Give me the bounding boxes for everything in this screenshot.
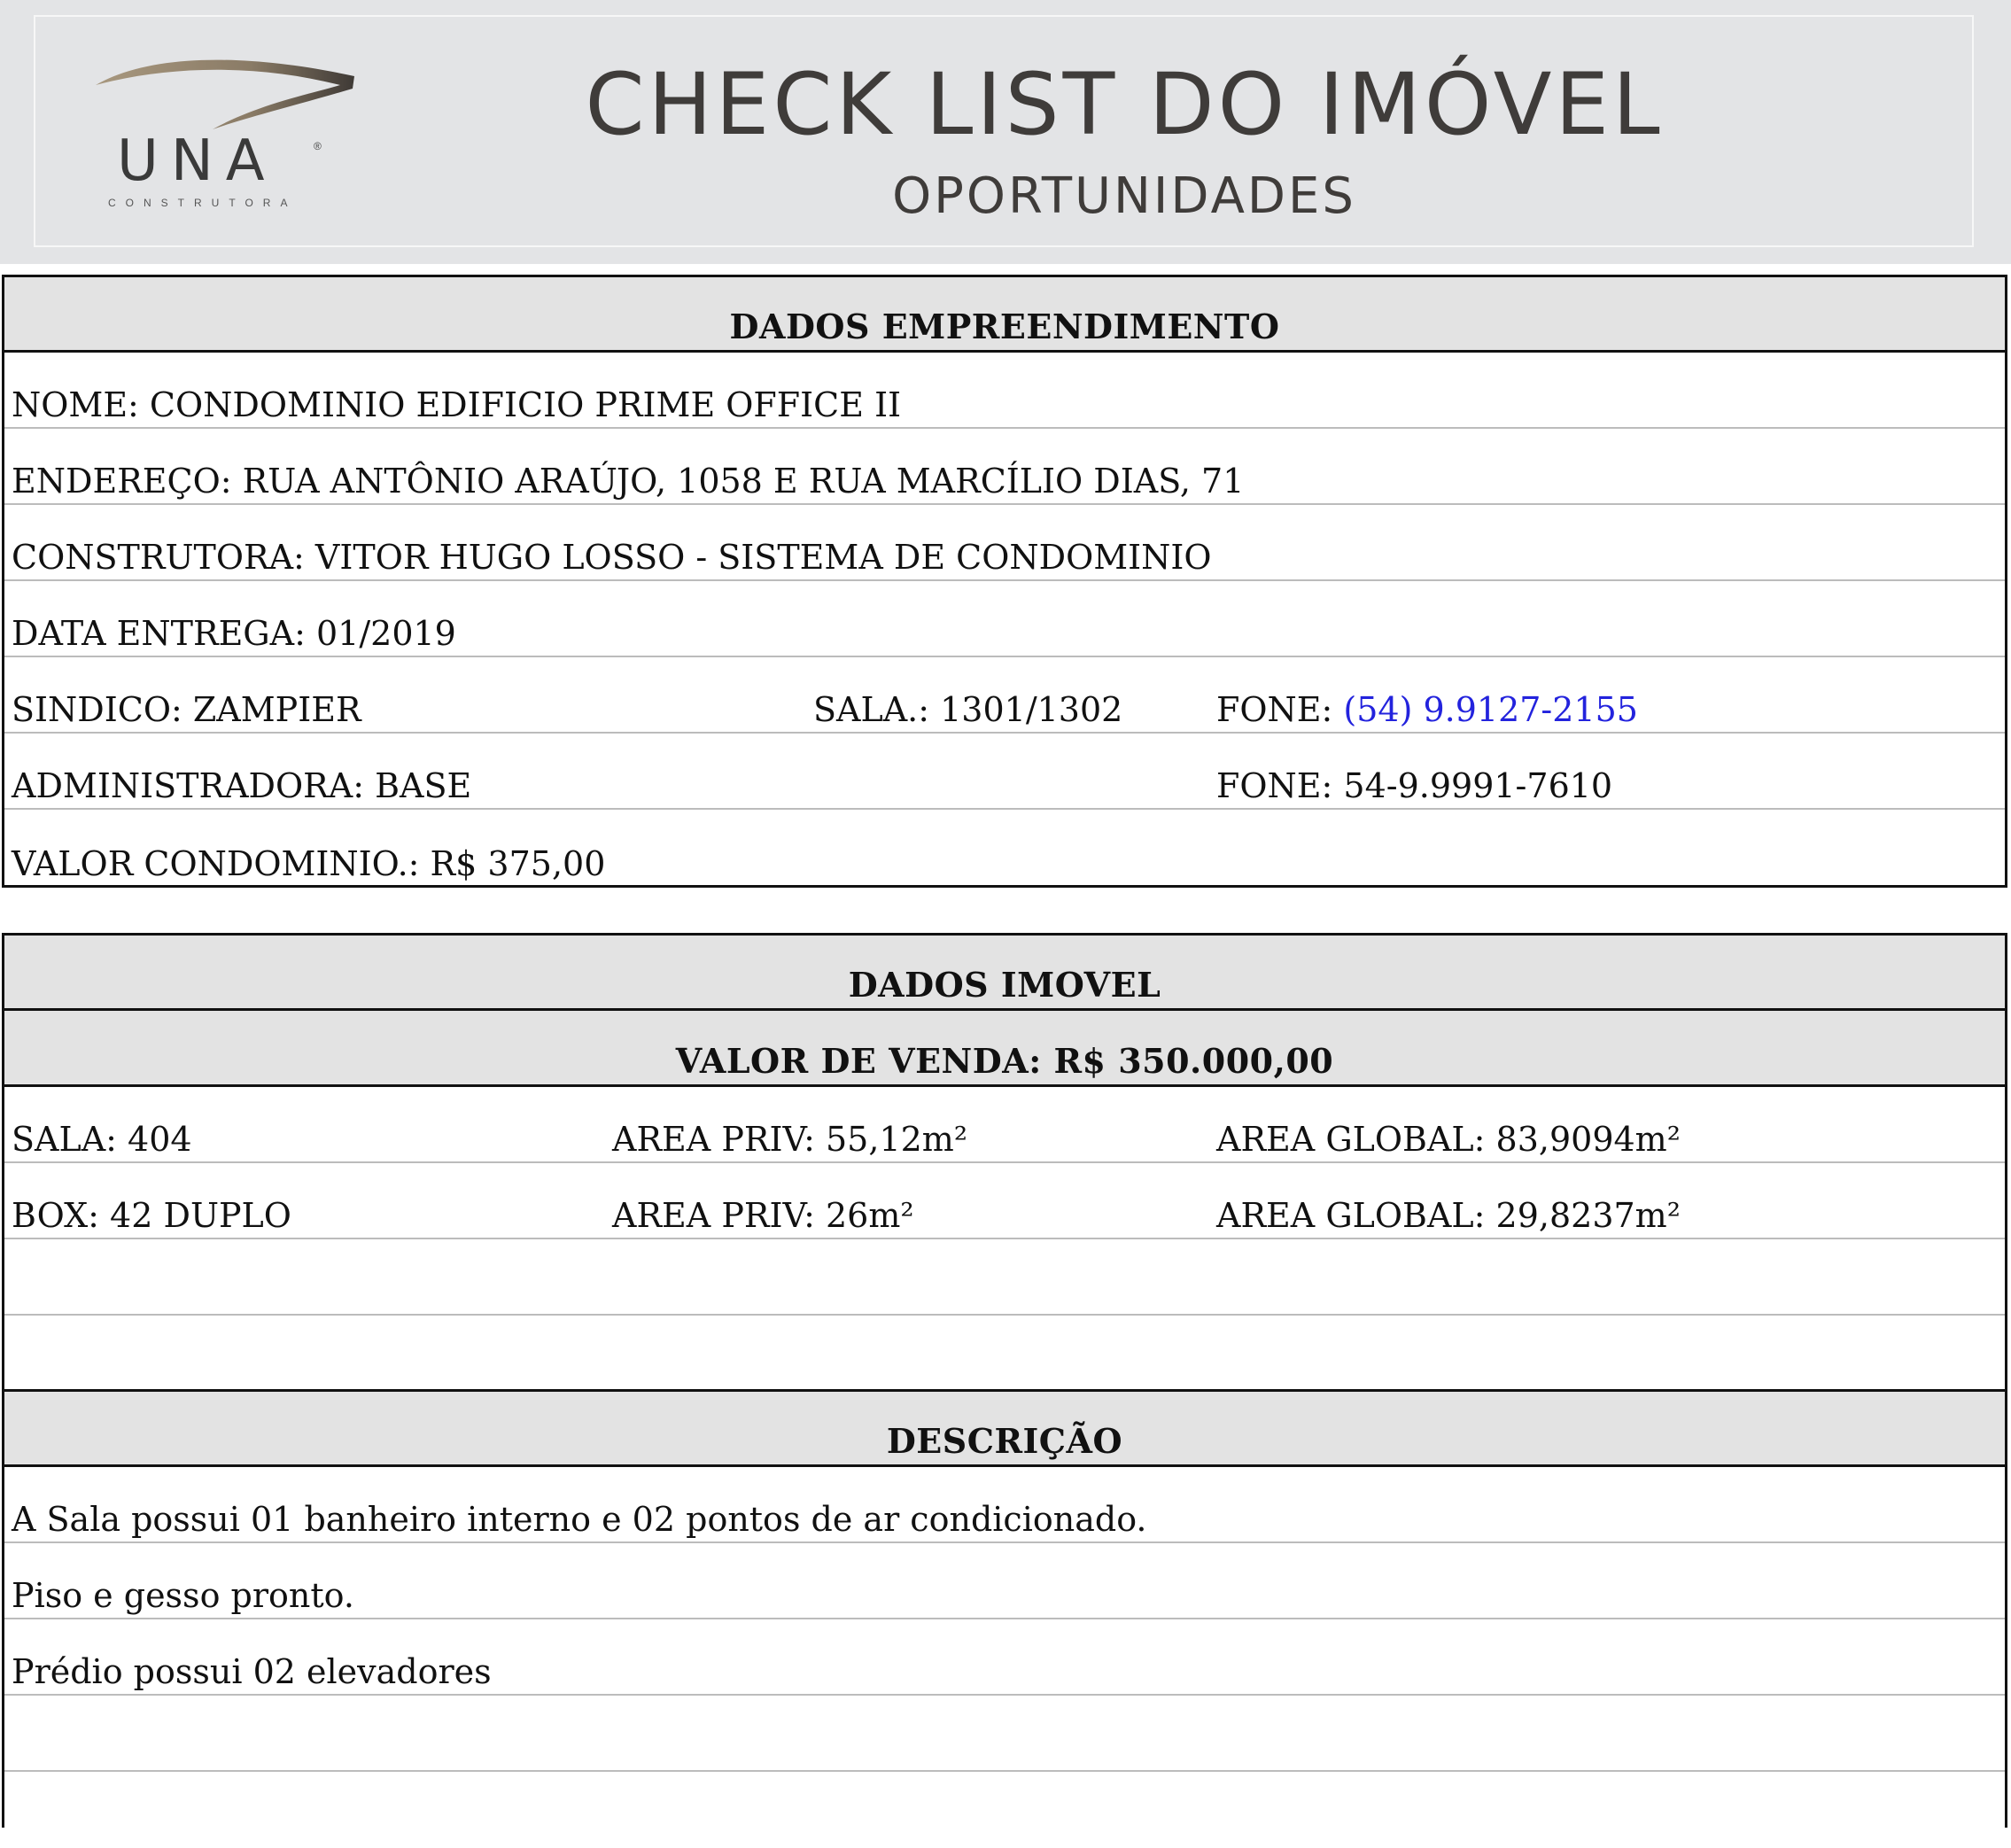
data-entrega-value: DATA ENTREGA: 01/2019 xyxy=(12,614,456,653)
box-value: BOX: 42 DUPLO xyxy=(12,1196,291,1235)
descricao-line xyxy=(4,1543,2005,1619)
imovel-heading: DADOS IMOVEL xyxy=(4,936,2005,1011)
sala-area-global-value: AREA GLOBAL: 83,9094m² xyxy=(1216,1120,1681,1159)
nome-row xyxy=(4,353,2005,429)
box-area-priv-value: AREA PRIV: 26m² xyxy=(612,1196,914,1235)
sindico-fone xyxy=(1216,690,1638,729)
descricao-empty-row xyxy=(4,1772,2005,1848)
descricao-line-text: A Sala possui 01 banheiro interno e 02 pontos de ar condicionado. xyxy=(12,1500,1147,1539)
endereco-row xyxy=(4,429,2005,505)
sindico-fone-label: FONE: xyxy=(1216,690,1344,729)
descricao-empty-row xyxy=(4,1696,2005,1772)
data-entrega-row xyxy=(4,581,2005,657)
sala-area-priv-value: AREA PRIV: 55,12m² xyxy=(612,1120,968,1159)
administradora-row xyxy=(4,734,2005,810)
logo-registered-mark: ® xyxy=(314,140,322,152)
valor-condominio-row xyxy=(4,810,2005,886)
construtora-value: CONSTRUTORA: VITOR HUGO LOSSO - SISTEMA DE CONDOMINIO xyxy=(12,538,1212,577)
administradora-fone-value: FONE: 54-9.9991-7610 xyxy=(1216,766,1613,805)
construtora-row xyxy=(4,505,2005,581)
descricao-line-text: Piso e gesso pronto. xyxy=(12,1576,354,1615)
descricao-line xyxy=(4,1619,2005,1696)
sindico-sala-value: SALA.: 1301/1302 xyxy=(813,690,1123,729)
imovel-empty-row xyxy=(4,1316,2005,1392)
sindico-phone-link[interactable]: (54) 9.9127-2155 xyxy=(1343,690,1638,729)
sindico-value: SINDICO: ZAMPIER xyxy=(12,690,361,729)
descricao-line-text: Prédio possui 02 elevadores xyxy=(12,1652,492,1691)
descricao-line xyxy=(4,1467,2005,1543)
page-subtitle: OPORTUNIDADES xyxy=(892,167,1356,225)
sindico-row xyxy=(4,657,2005,734)
administradora-value: ADMINISTRADORA: BASE xyxy=(12,766,472,805)
valor-venda-heading: VALOR DE VENDA: R$ 350.000,00 xyxy=(4,1011,2005,1087)
descricao-heading: DESCRIÇÃO xyxy=(4,1392,2005,1467)
page-title: CHECK LIST DO IMÓVEL xyxy=(585,55,1664,154)
empreendimento-section xyxy=(2,275,2007,888)
empreendimento-heading: DADOS EMPREENDIMENTO xyxy=(4,277,2005,353)
imovel-empty-row xyxy=(4,1239,2005,1316)
endereco-value: ENDEREÇO: RUA ANTÔNIO ARAÚJO, 1058 E RUA MARCÍLIO DIAS, 71 xyxy=(12,462,1245,501)
box-area-global-value: AREA GLOBAL: 29,8237m² xyxy=(1216,1196,1681,1235)
imovel-section xyxy=(2,933,2007,1828)
sala-value: SALA: 404 xyxy=(12,1120,192,1159)
logo-tagline: CONSTRUTORA xyxy=(108,197,298,209)
header-banner xyxy=(0,0,2011,264)
sala-row xyxy=(4,1087,2005,1163)
nome-value: NOME: CONDOMINIO EDIFICIO PRIME OFFICE II xyxy=(12,385,902,424)
valor-condominio-value: VALOR CONDOMINIO.: R$ 375,00 xyxy=(12,844,606,883)
logo-wordmark: UNA xyxy=(117,128,277,194)
box-row xyxy=(4,1163,2005,1239)
